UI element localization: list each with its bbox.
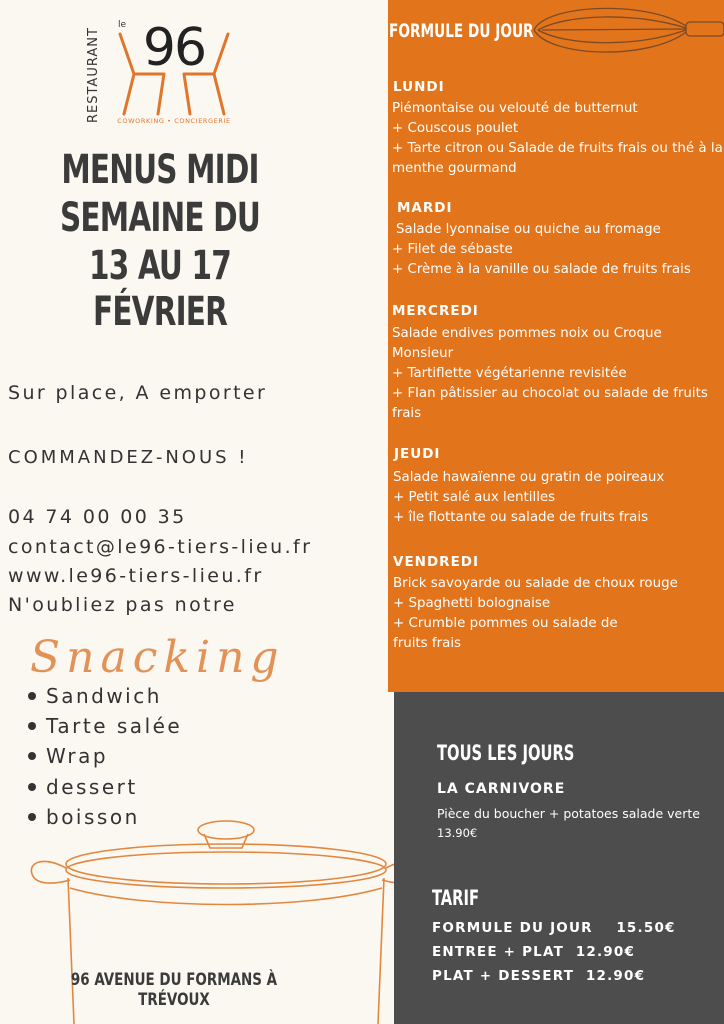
menu-line: fruits frais — [393, 636, 462, 651]
snack-item: boisson — [28, 805, 140, 829]
menu-line: + Crumble pommes ou salade de — [393, 616, 618, 631]
contact-email: contact@le96-tiers-lieu.fr — [8, 536, 313, 558]
menu-line: Salade lyonnaise ou quiche au fromage — [396, 222, 661, 237]
logo-number: 96 — [142, 18, 206, 78]
menu-line: Salade endives pommes noix ou Croque — [392, 326, 662, 341]
menu-line: Salade hawaïenne ou gratin de poireaux — [393, 470, 665, 485]
menu-line: + Tarte citron ou Salade de fruits frais ou thé à la — [392, 141, 723, 156]
carnivore-title: LA CARNIVORE — [437, 781, 566, 797]
whisk-icon — [526, 0, 724, 72]
carnivore-description: Pièce du boucher + potatoes salade verte — [437, 806, 700, 821]
menu-line: + Crème à la vanille ou salade de fruits frais — [392, 262, 691, 277]
order-cta: COMMANDEZ-NOUS ! — [8, 447, 249, 468]
day-title-lundi: LUNDI — [393, 79, 445, 95]
tarif-line: ENTREE + PLAT 12.90€ — [432, 944, 636, 960]
menu-line: + Flan pâtissier au chocolat ou salade de fruits — [392, 386, 708, 401]
menu-line: Brick savoyarde ou salade de choux rouge — [393, 576, 678, 591]
tarif-title: TARIF — [432, 886, 480, 910]
logo-restaurant-text: RESTAURANT — [86, 27, 101, 123]
tous-les-jours-title: TOUS LES JOURS — [437, 741, 575, 765]
logo-le-text: le — [118, 20, 127, 30]
menu-line: + Spaghetti bolognaise — [393, 596, 551, 611]
day-title-vendredi: VENDREDI — [393, 554, 480, 570]
menu-line: menthe gourmand — [392, 161, 517, 176]
service-text: Sur place, A emporter — [8, 382, 268, 404]
tarif-line: PLAT + DESSERT 12.90€ — [432, 968, 646, 984]
snack-item: Wrap — [28, 744, 108, 768]
logo-chairs-icon — [112, 30, 236, 118]
menu-line: + île flottante ou salade de fruits frais — [393, 510, 649, 525]
formule-title: FORMULE DU JOUR — [389, 20, 534, 42]
page-title-line-3: 13 AU 17 FÉVRIER — [89, 243, 231, 335]
day-title-mardi: MARDI — [397, 200, 453, 216]
menu-line: + Tartiflette végétarienne revisitée — [392, 366, 627, 381]
phone-number: 04 74 00 00 35 — [8, 506, 187, 528]
address-text: 96 AVENUE DU FORMANS À TRÉVOUX — [70, 970, 278, 1010]
menu-line: Monsieur — [392, 346, 454, 361]
day-title-jeudi: JEUDI — [394, 446, 441, 462]
tarif-line: FORMULE DU JOUR 15.50€ — [432, 920, 676, 936]
menu-line: + Couscous poulet — [392, 121, 519, 136]
snack-item: Tarte salée — [28, 714, 182, 738]
website-url: www.le96-tiers-lieu.fr — [8, 565, 264, 587]
page-title-line-2: SEMAINE DU — [59, 195, 260, 241]
snack-item: Sandwich — [28, 684, 162, 708]
day-title-mercredi: MERCREDI — [392, 303, 479, 319]
menu-line: + Petit salé aux lentilles — [393, 490, 556, 505]
menu-line: frais — [392, 406, 422, 421]
menu-line: Piémontaise ou velouté de butternut — [392, 101, 638, 116]
page-title-line-1: MENUS MIDI — [61, 147, 259, 193]
reminder-text: N'oubliez pas notre — [8, 594, 237, 616]
carnivore-price: 13.90€ — [437, 826, 478, 840]
menu-line: + Filet de sébaste — [392, 242, 513, 257]
snack-item: dessert — [28, 775, 138, 799]
snacking-heading: Snacking — [30, 632, 285, 683]
logo-tagline: COWORKING • CONCIERGERIE — [117, 117, 231, 125]
